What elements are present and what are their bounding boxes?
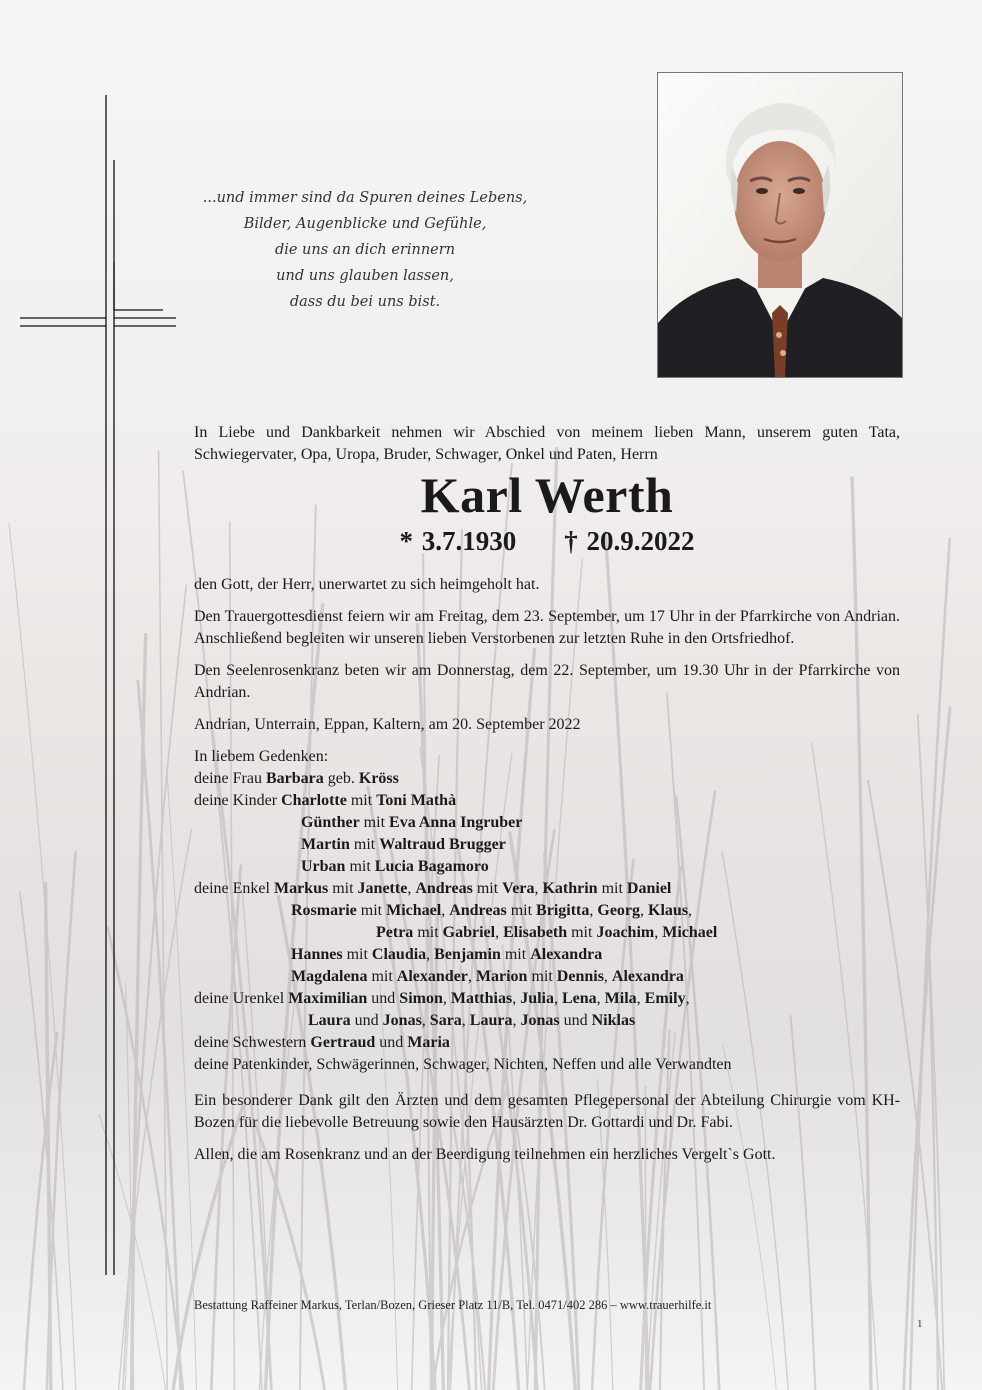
family-name: Alexandra [611,968,684,985]
family-row [194,856,900,878]
memorial-quote [200,185,530,315]
family-text: , [640,902,649,919]
family-name: Vera [502,880,535,897]
family-name: Janette [357,880,408,897]
family-name: Simon [399,990,443,1007]
family-row [194,988,900,1010]
family-text: In liebem Gedenken: [194,748,329,765]
family-text: und [367,990,400,1007]
family-name: Urban [301,858,346,875]
family-name: Magdalena [291,968,368,985]
family-text: , [603,968,612,985]
family-name: Lucia Bagamoro [374,858,489,875]
family-text: und [559,1012,592,1029]
family-name: Claudia [371,946,427,963]
family-name: Laura [308,1012,351,1029]
page-number: 1 [917,1318,923,1330]
family-text: , [688,902,693,919]
family-text: , [589,902,598,919]
family-text: , [534,880,543,897]
family-name: Waltraud Brugger [379,836,506,853]
quote-line: Bilder, Augenblicke und Gefühle, [243,216,487,232]
family-list [194,746,900,1076]
family-text: mit [345,858,375,875]
family-text: deine Patenkinder, Schwägerinnen, Schwager, Nichten, Neffen und alle Verwandten [194,1056,732,1073]
family-text: , [407,880,416,897]
family-text: geb. [323,770,359,787]
family-name: Michael [662,924,718,941]
family-row [194,1010,900,1032]
family-name: Martin [301,836,350,853]
family-row [194,746,900,768]
family-text: deine Urenkel [194,990,289,1007]
family-name: Maximilian [288,990,368,1007]
family-text: mit [346,792,377,809]
family-text: , [596,990,605,1007]
quote-line: ...und immer sind da Spuren deines Lebens, [202,190,528,206]
family-row [194,768,900,790]
family-name: Michael [386,902,442,919]
closing-text: Allen, die am Rosenkranz und an der Beerdigung teilnehmen ein herzliches Vergelt`s Gott. [194,1146,776,1163]
family-name: Kathrin [542,880,598,897]
family-name: Eva Anna Ingruber [389,814,523,831]
family-text: mit [500,946,531,963]
family-text: mit [342,946,372,963]
family-text: mit [472,880,503,897]
portrait-photo [657,72,903,378]
family-name: Julia [520,990,554,1007]
family-text: mit [567,924,597,941]
family-name: Barbara [265,770,324,787]
family-name: Jonas [520,1012,560,1029]
family-text: deine Kinder [194,792,282,809]
family-text: , [654,924,663,941]
family-text: mit [328,880,358,897]
family-text: und [350,1012,383,1029]
family-name: Charlotte [281,792,347,809]
obituary-content [194,422,900,1176]
death-date: † 20.9.2022 [564,526,695,556]
family-text: , [512,1012,521,1029]
family-name: Jonas [382,1012,422,1029]
family-text: mit [359,814,390,831]
family-name: Toni Mathà [376,792,457,809]
family-row [194,900,900,922]
family-text: mit [413,924,443,941]
family-text: , [442,990,451,1007]
family-name: Emily [644,990,686,1007]
family-row [194,944,900,966]
thanks-text: Ein besonderer Dank gilt den Ärzten und dem gesamten Pflegepersonal der Abteilung Chirurgie vom KH-Bozen für die liebevolle Betreuung sowie den Hausärzten Dr. Gottardi und Dr. Fabi. [194,1092,900,1131]
family-text: , [554,990,562,1007]
family-row [194,812,900,834]
family-name: Daniel [626,880,672,897]
family-text: , [421,1012,430,1029]
family-name: Georg [597,902,641,919]
family-row [194,834,900,856]
family-name: Günther [301,814,360,831]
family-text: , [685,990,690,1007]
family-name: Matthias [450,990,513,1007]
family-text: , [636,990,645,1007]
quote-line: und uns glauben lassen, [276,268,454,284]
family-name: Andreas [449,902,507,919]
family-name: Andreas [415,880,473,897]
funeral-home-footer: Bestattung Raffeiner Markus, Terlan/Bozen, Grieser Platz 11/B, Tel. 0471/402 286 – www.trauerhilfe.it [194,1298,712,1312]
family-name: Laura [469,1012,513,1029]
quote-line: dass du bei uns bist. [289,294,441,310]
family-name: Brigitta [536,902,590,919]
family-name: Petra [376,924,414,941]
paragraph-4: Andrian, Unterrain, Eppan, Kaltern, am 20. September 2022 [194,716,581,733]
family-text: deine Frau [194,770,266,787]
family-row [194,790,900,812]
family-text: , [467,968,476,985]
paragraph-1: den Gott, der Herr, unerwartet zu sich heimgeholt hat. [194,576,540,593]
family-text: mit [597,880,627,897]
family-text: , [461,1012,470,1029]
family-text: mit [506,902,537,919]
family-row [194,966,900,988]
family-row [194,878,900,900]
life-dates [194,524,900,558]
family-name: Alexandra [530,946,603,963]
family-row [194,1032,900,1054]
quote-line: die uns an dich erinnern [274,242,456,258]
family-name: Sara [429,1012,462,1029]
birth-date: * 3.7.1930 [399,526,517,556]
family-name: Alexander [396,968,468,985]
family-name: Niklas [591,1012,636,1029]
family-text: mit [356,902,387,919]
family-name: Hannes [291,946,343,963]
family-name: Gabriel [442,924,496,941]
family-name: Gertraud [310,1034,376,1051]
family-text: mit [367,968,397,985]
family-text: mit [349,836,380,853]
family-text: deine Enkel [194,880,274,897]
family-row [194,1054,900,1076]
intro-text: In Liebe und Dankbarkeit nehmen wir Abschied von meinem lieben Mann, unserem guten Tata, Schwiegervater, Opa, Uropa, Bruder, Schwager, Onkel und Paten, Herrn [194,424,900,463]
deceased-name: Karl Werth [420,467,674,523]
family-name: Elisabeth [503,924,568,941]
paragraph-3: Den Seelenrosenkranz beten wir am Donnerstag, dem 22. September, um 19.30 Uhr in der Pfarrkirche von Andrian. [194,662,900,701]
family-name: Lena [562,990,597,1007]
family-text: , [495,924,504,941]
family-text: , [441,902,450,919]
family-name: Kröss [358,770,399,787]
family-text: , [426,946,435,963]
family-name: Rosmarie [291,902,357,919]
family-text: mit [527,968,557,985]
family-name: Mila [604,990,637,1007]
paragraph-2: Den Trauergottesdienst feiern wir am Freitag, dem 23. September, um 17 Uhr in der Pfarrkirche von Andrian. Anschließend begleiten wir unseren lieben Verstorbenen zur letzten Ruhe in den Ortsfriedhof. [194,608,900,647]
family-text: und [375,1034,408,1051]
family-name: Klaus [648,902,689,919]
family-name: Joachim [596,924,655,941]
family-name: Benjamin [434,946,501,963]
family-name: Dennis [556,968,604,985]
family-row [194,922,900,944]
family-text: deine Schwestern [194,1034,311,1051]
family-name: Marion [475,968,528,985]
family-name: Maria [407,1034,450,1051]
family-name: Markus [273,880,329,897]
family-text: , [512,990,521,1007]
